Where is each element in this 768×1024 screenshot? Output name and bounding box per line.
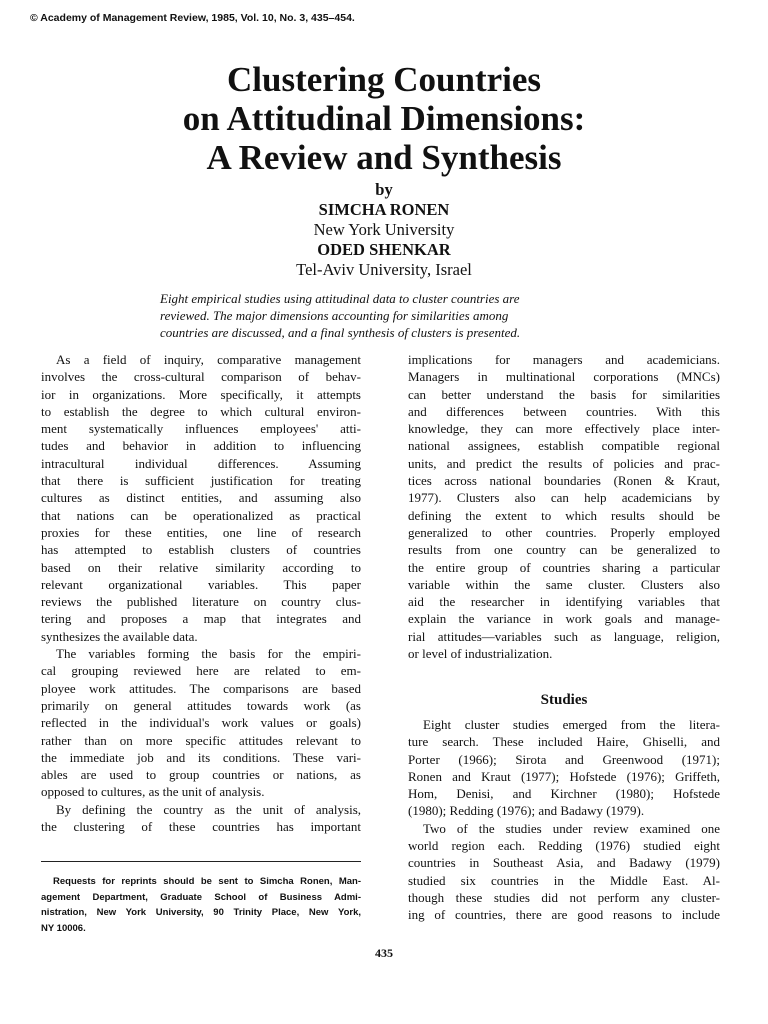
- byline: [0, 180, 768, 280]
- text-line: ing of countries, there are good reasons to include: [408, 907, 720, 923]
- text-line: As a field of inquiry, comparative management: [56, 352, 361, 367]
- text-line: opposed to cultures, as the unit of analysis.: [41, 784, 265, 800]
- article-title: [0, 60, 768, 177]
- text-line: has attempted to establish clusters of countries: [41, 542, 361, 558]
- text-line: the clustering of these countries has important: [41, 819, 361, 835]
- text-line: reviews the published literature on country clus-: [41, 594, 361, 610]
- text-line: ables are used to group countries or nations, as: [41, 767, 361, 783]
- text-line: relevant organizational variables. This paper: [41, 576, 361, 592]
- text-line: rial attitudes—variables such as language, religion,: [408, 628, 720, 644]
- text-line: and differences between countries. With this: [408, 403, 720, 419]
- text-line: Managers in multinational corporations (MNCs): [408, 369, 720, 385]
- text-line: units, and predict the results of policies and prac-: [408, 455, 720, 471]
- author-name: SIMCHA RONEN: [318, 200, 450, 219]
- text-line: primarily on general attitudes towards work (as: [41, 697, 361, 713]
- text-line: ment systematically influences employees' atti-: [41, 421, 361, 437]
- abstract-line: Eight empirical studies using attitudinal data to cluster countries are: [160, 291, 520, 306]
- text-line: Porter (1966); Sirota and Greenwood (1971);: [408, 751, 720, 767]
- author-affiliation: New York University: [313, 220, 455, 239]
- abstract: [160, 290, 620, 341]
- text-line: defining the extent to which results should be: [408, 507, 720, 523]
- footnote-line: NY 10006.: [41, 922, 86, 934]
- text-line: generalized to other countries. Properly employed: [408, 524, 720, 540]
- text-line: cal grouping reviewed here are related to em-: [41, 663, 361, 679]
- text-line: implications for managers and academicians.: [408, 352, 720, 367]
- title-line: A Review and Synthesis: [206, 138, 562, 177]
- right-column-studies: [408, 716, 720, 924]
- footnote: [41, 874, 361, 936]
- text-line: ior in organizations. More specifically, it attempts: [41, 386, 361, 402]
- text-line: ployee work attitudes. The comparisons are based: [41, 680, 361, 696]
- abstract-line: countries are discussed, and a final synthesis of clusters is presented.: [160, 325, 521, 340]
- text-line: By defining the country as the unit of analysis,: [56, 801, 361, 817]
- left-column: [41, 351, 361, 835]
- text-line: based on their relative similarity according to: [41, 559, 361, 575]
- text-line: The variables forming the basis for the empiri-: [56, 646, 361, 662]
- text-line: the immediate job and its conditions. These vari-: [41, 749, 361, 765]
- text-line: cultures as distinct entities, and assuming also: [41, 490, 361, 506]
- text-line: studied six countries in the Middle East. Al-: [408, 872, 720, 888]
- text-line: Hom, Denisi, and Kirchner (1980); Hofstede: [408, 786, 720, 802]
- text-line: ture search. These included Haire, Ghiselli, and: [408, 734, 720, 750]
- text-line: 1977). Clusters also can help academicians by: [408, 490, 720, 506]
- text-line: tudes and behavior in addition to influencing: [41, 438, 361, 454]
- abstract-line: reviewed. The major dimensions accounting for similarities among: [160, 308, 509, 323]
- text-line: that nations can be operationalized as practical: [41, 507, 361, 523]
- text-line: involves the cross-cultural comparison of behav-: [41, 369, 361, 385]
- author-name: ODED SHENKAR: [317, 240, 451, 259]
- journal-citation: © Academy of Management Review, 1985, Vol. 10, No. 3, 435–454.: [30, 12, 355, 24]
- text-line: tering and proposes a map that integrates and: [41, 611, 361, 627]
- text-line: results from one country can be generalized to: [408, 542, 720, 558]
- text-line: Two of the studies under review examined one: [423, 820, 720, 836]
- author-affiliation: Tel-Aviv University, Israel: [296, 260, 472, 279]
- text-line: tices across national boundaries (Ronen & Kraut,: [408, 473, 720, 489]
- text-line: world region each. Redding (1976) studied eight: [408, 838, 720, 854]
- text-line: that there is sufficient justification for treating: [41, 473, 361, 489]
- text-line: intracultural individual differences. Assuming: [41, 455, 361, 471]
- right-column: [408, 351, 720, 662]
- footnote-line: agement Department, Graduate School of Business Admi-: [41, 891, 361, 903]
- text-line: knowledge, they can more effectively place inter-: [408, 421, 720, 437]
- by-label: by: [375, 180, 393, 199]
- text-line: (1980); Redding (1976); and Badawy (1979).: [408, 803, 645, 819]
- text-line: or level of industrialization.: [408, 646, 553, 662]
- section-heading-studies: Studies: [540, 692, 588, 708]
- title-line: on Attitudinal Dimensions:: [182, 99, 586, 138]
- text-line: the entire group of countries sharing a particular: [408, 559, 720, 575]
- text-line: variable within the same cluster. Clusters also: [408, 576, 720, 592]
- title-line: Clustering Countries: [226, 60, 542, 99]
- text-line: reflected in the individual's work values or goals): [41, 715, 361, 731]
- text-line: synthesizes the available data.: [41, 628, 198, 644]
- footnote-divider: [41, 861, 361, 862]
- text-line: can better understand the basis for similarities: [408, 386, 720, 402]
- text-line: Eight cluster studies emerged from the litera-: [423, 717, 720, 732]
- text-line: aid the researcher in identifying variables that: [408, 594, 720, 610]
- text-line: rather than on more specific attitudes relevant to: [41, 732, 361, 748]
- text-line: explain the variance in work goals and manage-: [408, 611, 720, 627]
- page-number: 435: [375, 946, 393, 960]
- footnote-line: nistration, New York University, 90 Trinity Place, New York,: [41, 907, 361, 918]
- footnote-line: Requests for reprints should be sent to Simcha Ronen, Man-: [53, 876, 361, 887]
- text-line: countries in Southeast Asia, and Badawy (1979): [408, 855, 720, 871]
- text-line: Ronen and Kraut (1977); Hofstede (1976); Griffeth,: [408, 768, 720, 784]
- text-line: proxies for these entities, one line of research: [41, 524, 361, 540]
- text-line: to establish the degree to which cultural environ-: [41, 403, 361, 419]
- text-line: though these studies did not perform any cluster-: [408, 889, 720, 905]
- text-line: national assignees, establish compatible regional: [408, 438, 720, 454]
